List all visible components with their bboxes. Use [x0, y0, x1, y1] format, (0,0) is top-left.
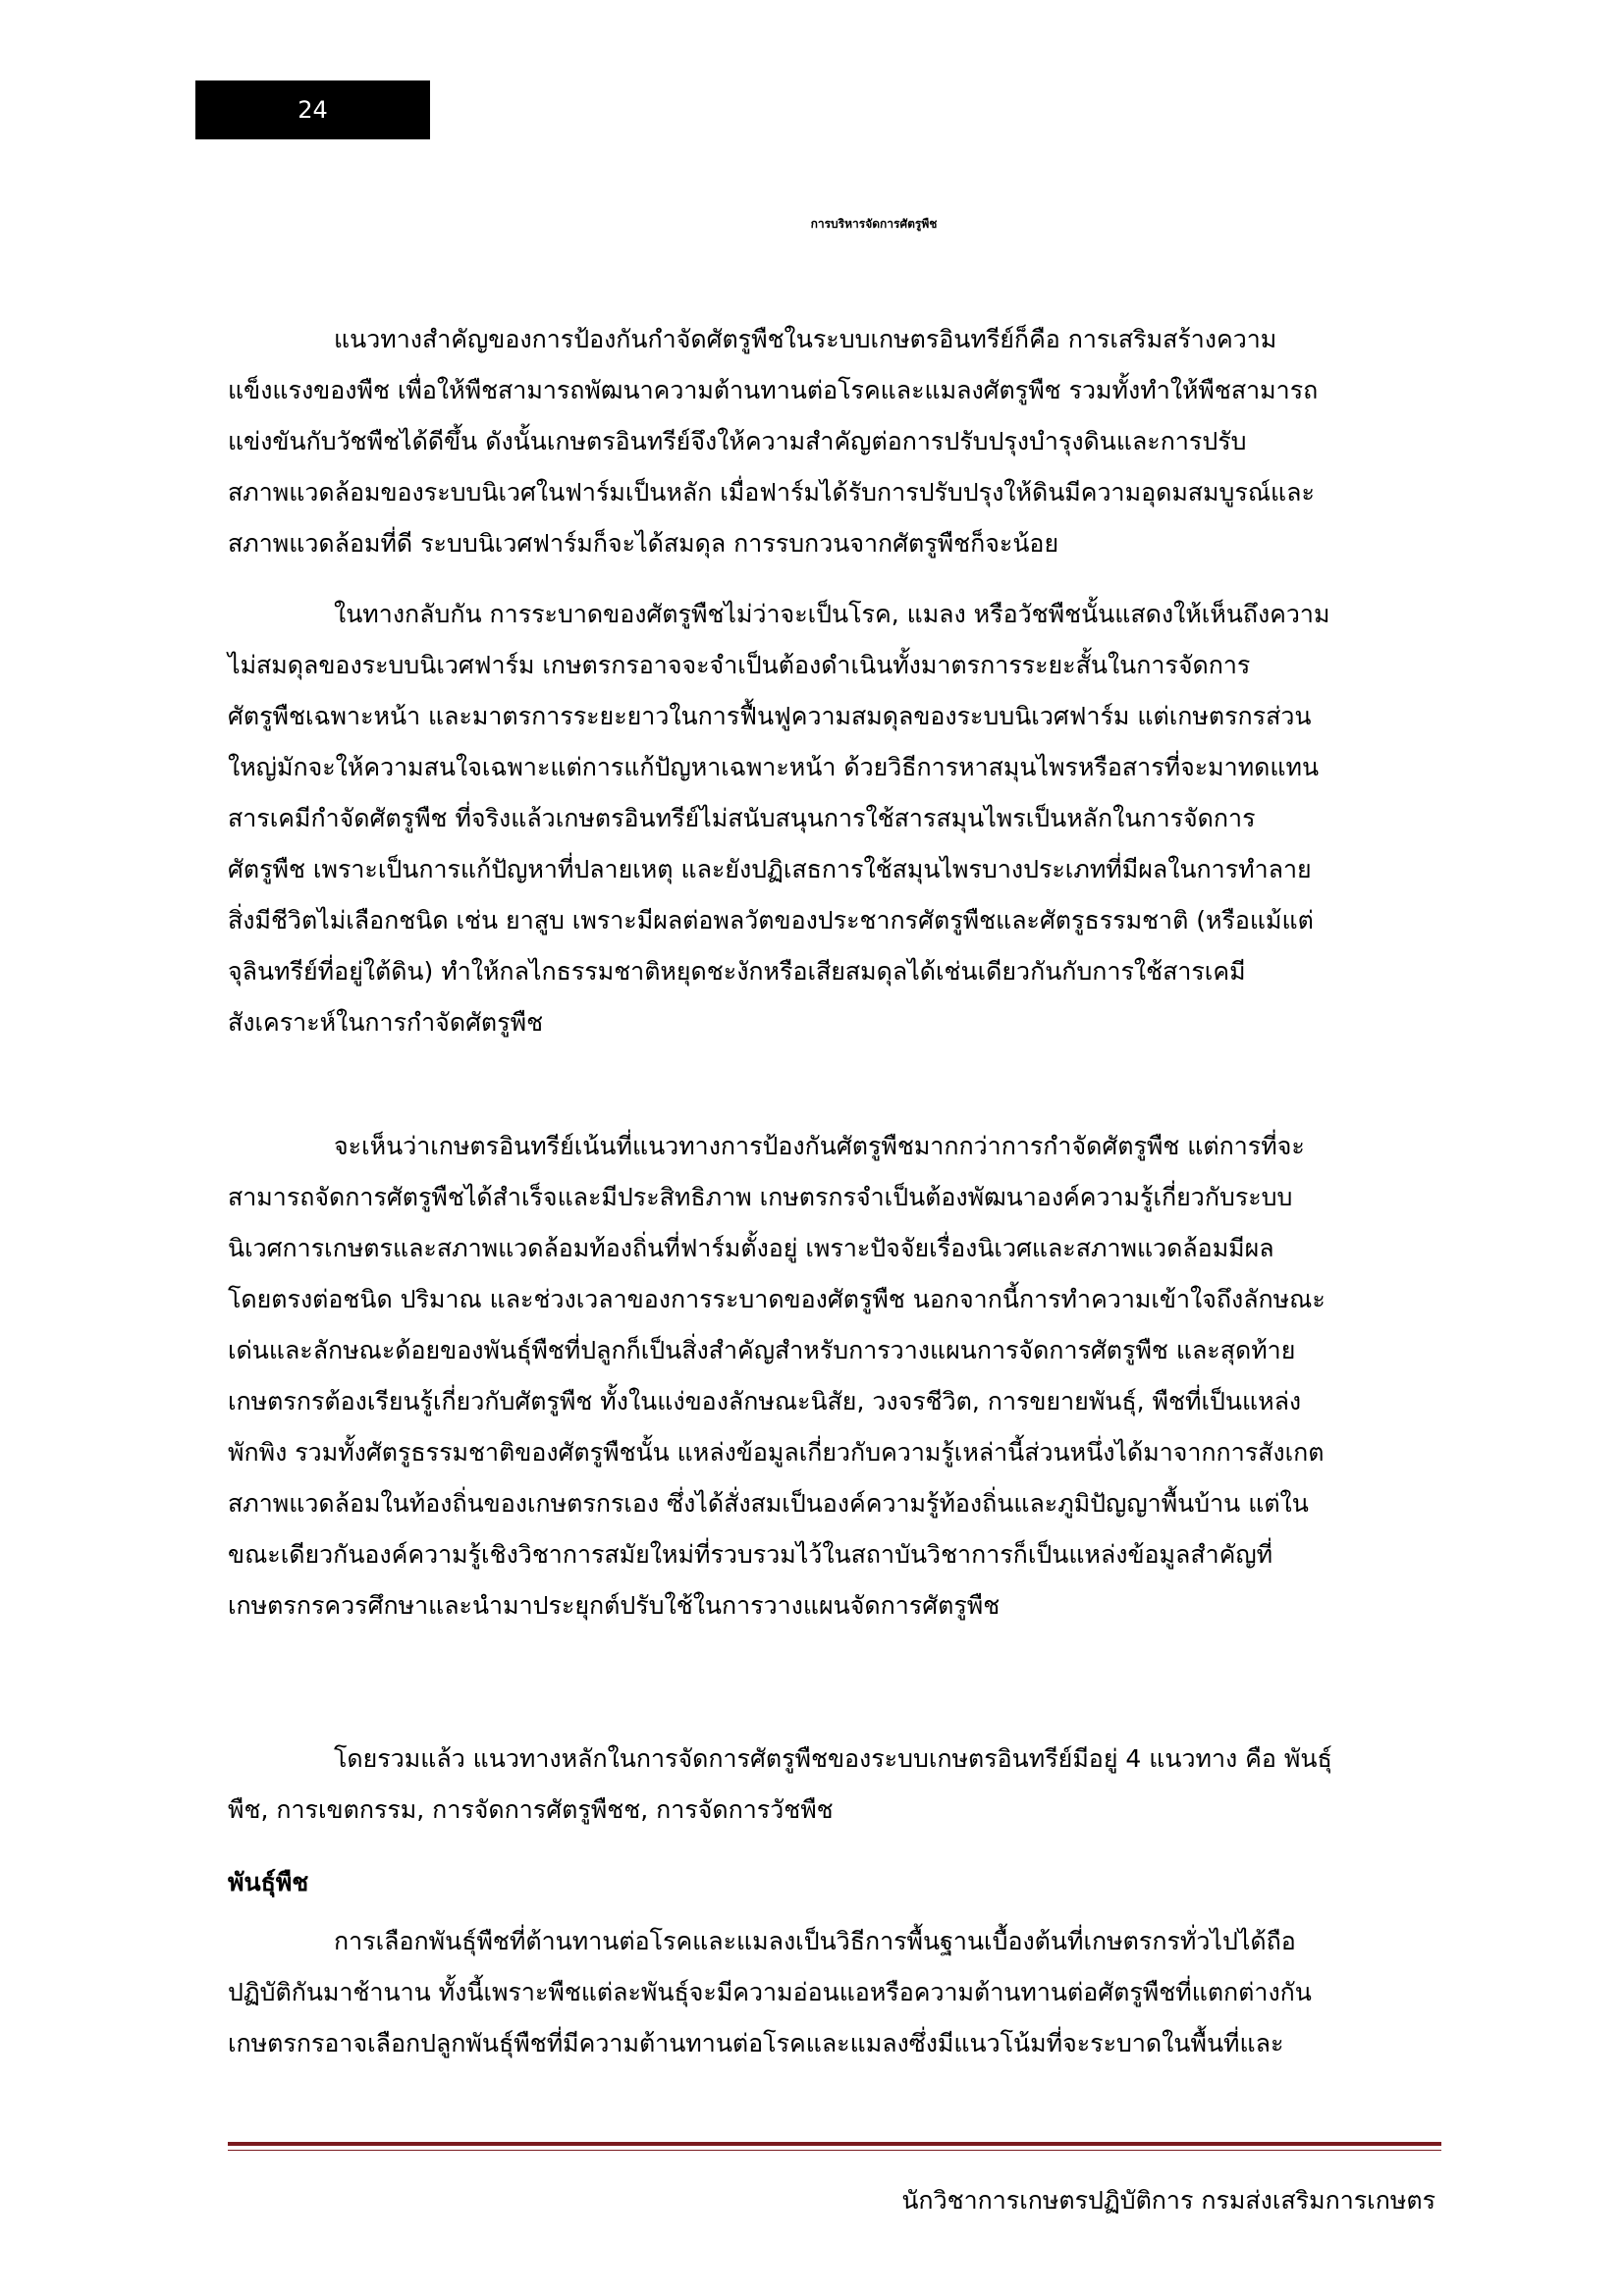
paragraph-1-line: แนวทางสำคัญของการป้องกันกำจัดศัตรูพืชในระบบเกษตรอินทรีย์ก็คือ การเสริมสร้างความ [334, 325, 1277, 353]
paragraph-1-line: แข็งแรงของพืช เพื่อให้พืชสามารถพัฒนาความต้านทานต่อโรคและแมลงศัตรูพืช รวมทั้งทำให้พืชสามารถ [228, 376, 1319, 404]
paragraph-2-line: สิ่งมีชีวิตไม่เลือกชนิด เช่น ยาสูบ เพราะมีผลต่อพลวัตของประชากรศัตรูพืชและศัตรูธรรมชาติ (หรือแม้แต่ [228, 906, 1314, 934]
section-heading: พันธุ์พืช [228, 1868, 309, 1896]
paragraph-5-line: ปฏิบัติกันมาช้านาน ทั้งนี้เพราะพืชแต่ละพันธุ์จะมีความอ่อนแอหรือความต้านทานต่อศัตรูพืชที่แตกต่างกัน [228, 1978, 1312, 2006]
paragraph-3-line: นิเวศการเกษตรและสภาพแวดล้อมท้องถิ่นที่ฟาร์มตั้งอยู่ เพราะปัจจัยเรื่องนิเวศและสภาพแวดล้อมมีผล [228, 1234, 1274, 1262]
paragraph-3-line: ขณะเดียวกันองค์ความรู้เชิงวิชาการสมัยใหม่ที่รวบรวมไว้ในสถาบันวิชาการก็เป็นแหล่งข้อมูลสำคัญที่ [228, 1540, 1273, 1569]
paragraph-3-line: เกษตรกรต้องเรียนรู้เกี่ยวกับศัตรูพืช ทั้งในแง่ของลักษณะนิสัย, วงจรชีวิต, การขยายพันธุ์, พืชที่เป็นแหล่ง [228, 1387, 1302, 1415]
paragraph-3-line: พักพิง รวมทั้งศัตรูธรรมชาติของศัตรูพืชนั้น แหล่งข้อมูลเกี่ยวกับความรู้เหล่านี้ส่วนหนึ่งได้มาจากการสังเกต [228, 1438, 1325, 1467]
paragraph-3-line: เด่นและลักษณะด้อยของพันธุ์พืชที่ปลูกก็เป็นสิ่งสำคัญสำหรับการวางแผนการจัดการศัตรูพืช และสุดท้าย [228, 1336, 1296, 1364]
footer-text: นักวิชาการเกษตรปฏิบัติการ กรมส่งเสริมการเกษตร [901, 2186, 1435, 2215]
paragraph-4-line: พืช, การเขตกรรม, การจัดการศัตรูพืชช, การจัดการวัชพืช [228, 1795, 834, 1824]
page-title: การบริหารจัดการศัตรูพืช [810, 217, 938, 231]
paragraph-3-line: จะเห็นว่าเกษตรอินทรีย์เน้นที่แนวทางการป้องกันศัตรูพืชมากกว่าการกำจัดศัตรูพืช แต่การที่จะ [334, 1132, 1305, 1160]
paragraph-3-line: สภาพแวดล้อมในท้องถิ่นของเกษตรกรเอง ซึ่งได้สั่งสมเป็นองค์ความรู้ท้องถิ่นและภูมิปัญญาพื้นบ้าน แต่ใน [228, 1489, 1309, 1518]
footer-rule-thin [228, 2150, 1441, 2151]
paragraph-1-line: สภาพแวดล้อมที่ดี ระบบนิเวศฟาร์มก็จะได้สมดุล การรบกวนจากศัตรูพืชก็จะน้อย [228, 529, 1059, 558]
page-number: 24 [195, 80, 430, 139]
paragraph-1-line: สภาพแวดล้อมของระบบนิเวศในฟาร์มเป็นหลัก เมื่อฟาร์มได้รับการปรับปรุงให้ดินมีความอุดมสมบูรณ์และ [228, 478, 1315, 507]
paragraph-2-line: จุลินทรีย์ที่อยู่ใต้ดิน) ทำให้กลไกธรรมชาติหยุดชะงักหรือเสียสมดุลได้เช่นเดียวกันกับการใช้สารเคมี [228, 957, 1246, 986]
paragraph-2-line: ใหญ่มักจะให้ความสนใจเฉพาะแต่การแก้ปัญหาเฉพาะหน้า ด้วยวิธีการหาสมุนไพรหรือสารที่จะมาทดแทน [228, 753, 1320, 781]
paragraph-2-line: ศัตรูพืชเฉพาะหน้า และมาตรการระยะยาวในการฟื้นฟูความสมดุลของระบบนิเวศฟาร์ม แต่เกษตรกรส่วน [228, 702, 1312, 730]
paragraph-2-line: สังเคราะห์ในการกำจัดศัตรูพืช [228, 1008, 544, 1037]
paragraph-4-line: โดยรวมแล้ว แนวทางหลักในการจัดการศัตรูพืชของระบบเกษตรอินทรีย์มีอยู่ 4 แนวทาง คือ พันธุ์ [334, 1744, 1332, 1773]
paragraph-5-line: การเลือกพันธุ์พืชที่ต้านทานต่อโรคและแมลงเป็นวิธีการพื้นฐานเบื้องต้นที่เกษตรกรทั่วไปได้ถือ [334, 1927, 1296, 1955]
paragraph-3-line: โดยตรงต่อชนิด ปริมาณ และช่วงเวลาของการระบาดของศัตรูพืช นอกจากนี้การทำความเข้าใจถึงลักษณะ [228, 1285, 1326, 1313]
paragraph-1-line: แข่งขันกับวัชพืชได้ดีขึ้น ดังนั้นเกษตรอินทรีย์จึงให้ความสำคัญต่อการปรับปรุงบำรุงดินและการปรับ [228, 427, 1247, 455]
paragraph-3-line: สามารถจัดการศัตรูพืชได้สำเร็จและมีประสิทธิภาพ เกษตรกรจำเป็นต้องพัฒนาองค์ความรู้เกี่ยวกับระบบ [228, 1183, 1293, 1211]
paragraph-2-line: สารเคมีกำจัดศัตรูพืช ที่จริงแล้วเกษตรอินทรีย์ไม่สนับสนุนการใช้สารสมุนไพรเป็นหลักในการจัดการ [228, 804, 1256, 832]
paragraph-5-line: เกษตรกรอาจเลือกปลูกพันธุ์พืชที่มีความต้านทานต่อโรคและแมลงซึ่งมีแนวโน้มที่จะระบาดในพื้นที่และ [228, 2029, 1284, 2057]
paragraph-3-line: เกษตรกรควรศึกษาและนำมาประยุกต์ปรับใช้ในการวางแผนจัดการศัตรูพืช [228, 1591, 1001, 1620]
footer-rule [228, 2142, 1441, 2146]
paragraph-2-line: ในทางกลับกัน การระบาดของศัตรูพืชไม่ว่าจะเป็นโรค, แมลง หรือวัชพืชนั้นแสดงให้เห็นถึงความ [334, 600, 1330, 628]
paragraph-2-line: ศัตรูพืช เพราะเป็นการแก้ปัญหาที่ปลายเหตุ และยังปฏิเสธการใช้สมุนไพรบางประเภทที่มีผลในการทำลาย [228, 855, 1312, 883]
paragraph-2-line: ไม่สมดุลของระบบนิเวศฟาร์ม เกษตรกรอาจจะจำเป็นต้องดำเนินทั้งมาตรการระยะสั้นในการจัดการ [228, 651, 1251, 679]
